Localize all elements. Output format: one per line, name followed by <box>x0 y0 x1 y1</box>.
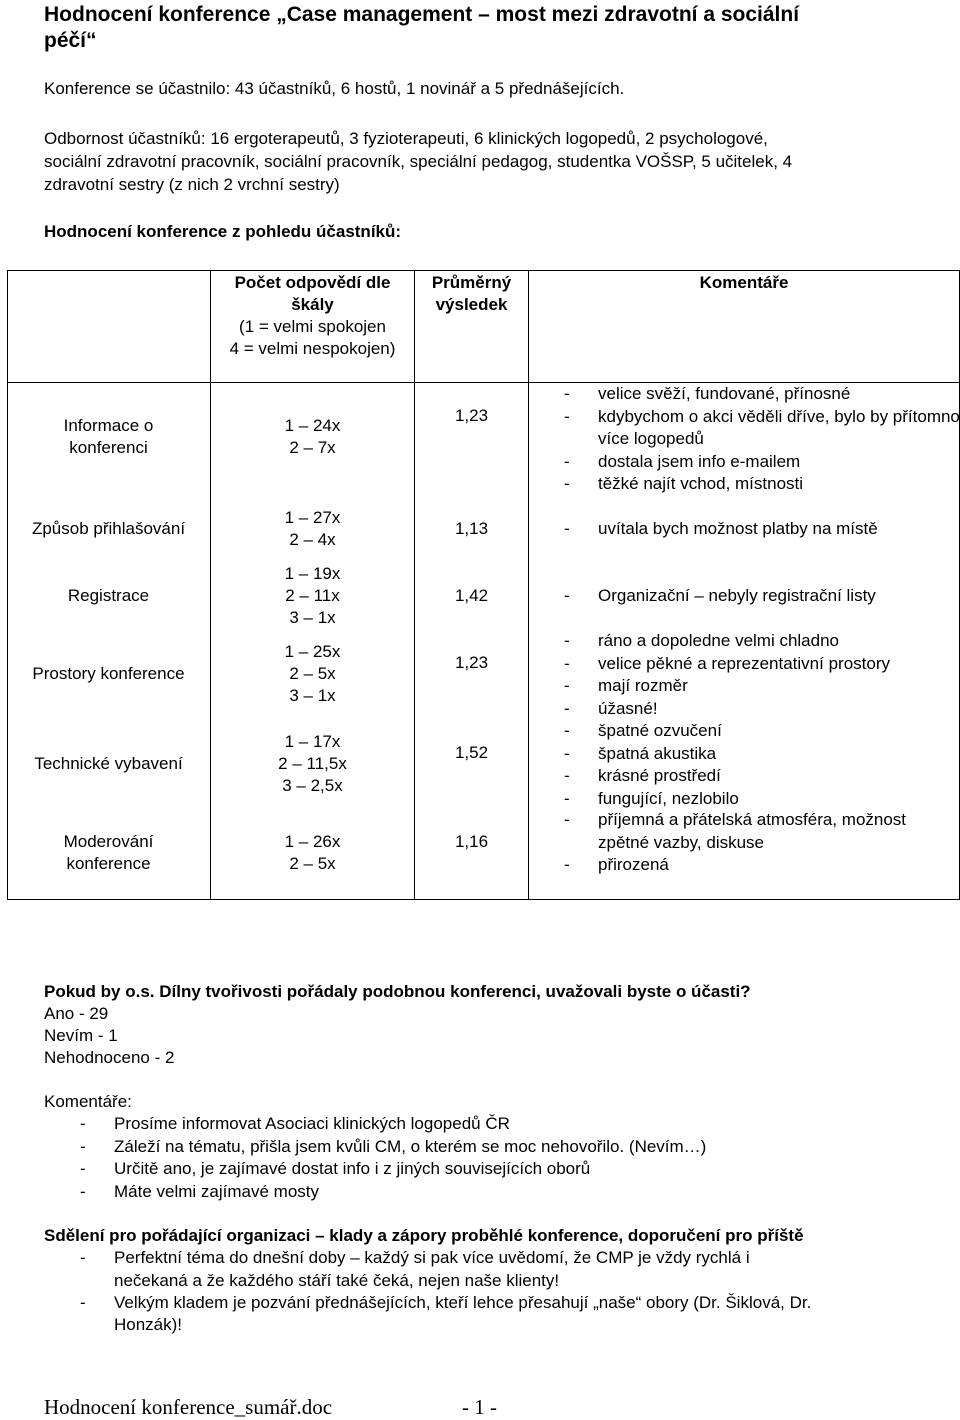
comment-item: - těžké najít vchod, místnosti <box>564 474 804 493</box>
page-title <box>44 2 924 54</box>
row-score-information <box>211 415 414 459</box>
score-line: 1 – 25x <box>284 642 341 661</box>
comment-text: mají rozměr <box>598 676 688 695</box>
score-line: 1 – 24x <box>284 416 341 435</box>
score-line: 1 – 17x <box>284 732 341 751</box>
comment-item: - špatné ozvučení <box>564 721 722 740</box>
row-label-text: Informace o <box>63 416 154 435</box>
footer-page-number: - 1 - <box>462 1395 497 1419</box>
score-line: 3 – 1x <box>289 686 336 705</box>
row-score-registration-method <box>211 507 414 551</box>
row-label-moderation <box>7 831 210 875</box>
header-text: výsledek <box>435 295 508 314</box>
row-score-venue <box>211 641 414 707</box>
row-label-text: Moderování <box>63 832 154 851</box>
score-line: 3 – 1x <box>289 608 336 627</box>
comment-text: dostala jsem info e-mailem <box>598 451 801 471</box>
header-text: (1 = velmi spokojen <box>239 317 386 336</box>
score-line: 1 – 19x <box>284 564 341 583</box>
row-label-information <box>7 415 210 459</box>
comment-item: - přirozená <box>564 855 669 874</box>
comment-item: - krásné prostředí <box>564 766 721 785</box>
comment-text: špatné ozvučení <box>598 721 722 740</box>
list-item: - Velkým kladem je pozvání přednášejících, kteří lehce přesahují „naše“ obory (Dr. Šiklová, Dr. <box>80 1293 812 1312</box>
header-text: 4 = velmi nespokojen) <box>229 339 396 358</box>
row-average-information: 1,23 <box>454 406 489 425</box>
comment-text: uvítala bych možnost platby na místě <box>598 519 878 538</box>
list-item-text: Záleží na tématu, přišla jsem kvůli CM, o kterém se moc nehovořilo. (Nevím…) <box>114 1136 707 1156</box>
section-heading-evaluation: Hodnocení konference z pohledu účastníků: <box>44 222 402 241</box>
row-comments-registration-method <box>560 518 960 541</box>
score-line: 1 – 26x <box>284 832 341 851</box>
list-item: - Máte velmi zajímavé mosty <box>80 1181 319 1201</box>
list-item-text: Určitě ano, je zajímavé dostat info i z jiných souvisejících oborů <box>114 1159 591 1178</box>
comment-text: krásné prostředí <box>598 766 721 785</box>
expertise-line-2: sociální zdravotní pracovník, sociální pracovník, speciální pedagog, studentka VOŠSP, 5 učitelek, 4 <box>44 152 793 171</box>
row-label-technical-equipment: Technické vybavení <box>34 754 183 773</box>
comment-text: velice pěkné a reprezentativní prostory <box>598 653 890 673</box>
score-line: 2 – 5x <box>289 854 336 873</box>
title-line-1: Hodnocení konference „Case management – most mezi zdravotní a sociální <box>44 3 800 26</box>
title-line-2: péčí“ <box>44 29 97 52</box>
header-score-count <box>211 272 414 360</box>
comment-item: - fungující, nezlobilo <box>564 788 739 808</box>
answer-dont-know: Nevím - 1 <box>44 1026 118 1045</box>
footer-filename: Hodnocení konference_sumář.doc <box>44 1395 333 1419</box>
row-label-registration-method: Způsob přihlašování <box>31 519 186 538</box>
list-item: - Záleží na tématu, přišla jsem kvůli CM, o kterém se moc nehovořilo. (Nevím…) <box>80 1136 707 1156</box>
row-average-registration: 1,42 <box>454 586 489 605</box>
attendance-line: Konference se účastnilo: 43 účastníků, 6 hostů, 1 novinář a 5 přednášejících. <box>44 79 625 98</box>
comment-text: zpětné vazby, diskuse <box>598 832 764 852</box>
list-item: - Prosíme informovat Asociaci klinických logopedů ČR <box>80 1114 510 1133</box>
list-item-text: Prosíme informovat Asociaci klinických logopedů ČR <box>114 1114 510 1133</box>
row-label-registration: Registrace <box>67 586 150 605</box>
comment-text: úžasné! <box>598 698 658 718</box>
header-text: škály <box>291 295 334 314</box>
row-average-moderation: 1,16 <box>454 832 489 851</box>
score-line: 2 – 11x <box>285 586 340 605</box>
score-line: 1 – 27x <box>284 508 341 527</box>
row-comments-technical-equipment <box>560 720 960 810</box>
list-item-text: nečekaná a že každého stáří také čeká, nejen naše klienty! <box>114 1270 560 1290</box>
row-comments-moderation <box>560 809 960 877</box>
header-comments: Komentáře <box>699 273 789 292</box>
row-score-registration <box>211 563 414 629</box>
comment-text: fungující, nezlobilo <box>598 788 739 808</box>
row-comments-registration <box>560 585 960 608</box>
comment-item <box>560 832 960 855</box>
row-label-text: konferenci <box>69 438 148 457</box>
question-comments-list <box>80 1113 706 1203</box>
comment-item: - mají rozměr <box>564 676 688 695</box>
comment-text: přirozená <box>598 855 669 874</box>
row-score-technical-equipment <box>211 731 414 797</box>
row-comments-information <box>560 383 960 496</box>
row-label-venue: Prostory konference <box>32 664 185 683</box>
row-average-venue: 1,23 <box>454 653 489 672</box>
list-item-text: Perfektní téma do dnešní doby – každý si pak více uvědomí, že CMP je vždy rychlá i <box>114 1248 750 1267</box>
row-score-moderation <box>211 831 414 875</box>
row-comments-venue <box>560 630 960 720</box>
comments-heading: Komentáře: <box>44 1092 132 1111</box>
comment-item: - ráno a dopoledne velmi chladno <box>564 631 840 650</box>
comment-item: - Organizační – nebyly registrační listy <box>564 586 876 605</box>
comment-item: - úžasné! <box>564 698 658 718</box>
comment-item: - uvítala bych možnost platby na místě <box>564 519 878 538</box>
row-average-technical-equipment: 1,52 <box>454 743 489 762</box>
evaluation-table <box>7 270 960 900</box>
header-text: Průměrný <box>431 273 512 292</box>
comment-text: ráno a dopoledne velmi chladno <box>598 631 840 650</box>
answer-yes: Ano - 29 <box>44 1004 109 1023</box>
table-border-top <box>7 270 960 271</box>
header-text: Počet odpovědí dle <box>234 273 391 292</box>
table-border-bottom <box>7 899 960 900</box>
score-line: 2 – 7x <box>289 438 336 457</box>
comment-item: - velice svěží, fundované, přínosné <box>564 384 851 403</box>
score-line: 2 – 4x <box>289 530 336 549</box>
comment-text: těžké najít vchod, místnosti <box>598 474 804 493</box>
score-line: 3 – 2,5x <box>282 776 343 795</box>
list-item: - Perfektní téma do dnešní doby – každý si pak více uvědomí, že CMP je vždy rychlá i <box>80 1248 750 1267</box>
comment-item: - špatná akustika <box>564 743 717 763</box>
score-line: 2 – 5x <box>289 664 336 683</box>
comment-item: - kdybychom o akci věděli dříve, bylo by přítomno více logopedů <box>564 406 960 448</box>
score-line: 2 – 11,5x <box>278 754 347 773</box>
list-item <box>80 1270 811 1293</box>
list-item-text: Velkým kladem je pozvání přednášejících, kteří lehce přesahují „naše“ obory (Dr. Šiklová, Dr. <box>114 1293 812 1312</box>
message-heading: Sdělení pro pořádající organizaci – klady a zápory proběhlé konference, doporučení pro příště <box>44 1226 804 1245</box>
expertise-line-1: Odbornost účastníků: 16 ergoterapeutů, 3 fyzioterapeuti, 6 klinických logopedů, 2 psychologové, <box>44 129 768 148</box>
comment-text: velice svěží, fundované, přínosné <box>598 384 851 403</box>
comment-item: - velice pěkné a reprezentativní prostory <box>564 653 890 673</box>
comment-text: příjemná a přátelská atmosféra, možnost <box>598 810 907 829</box>
row-label-text: konference <box>66 854 151 873</box>
comment-text: špatná akustika <box>598 743 717 763</box>
row-average-registration-method: 1,13 <box>454 519 489 538</box>
list-item-text: Máte velmi zajímavé mosty <box>114 1181 319 1201</box>
comment-item: - příjemná a přátelská atmosféra, možnost <box>564 810 907 829</box>
expertise-line-3: zdravotní sestry (z nich 2 vrchní sestry) <box>44 175 340 194</box>
comment-item: - dostala jsem info e-mailem <box>564 451 801 471</box>
comment-text: kdybychom o akci věděli dříve, bylo by přítomno více logopedů <box>598 406 960 448</box>
list-item: - Určitě ano, je zajímavé dostat info i z jiných souvisejících oborů <box>80 1159 591 1178</box>
message-item-continuation: Honzák)! <box>114 1315 183 1334</box>
question-heading: Pokud by o.s. Dílny tvořivosti pořádaly podobnou konferenci, uvažovali byste o účasti? <box>44 982 751 1001</box>
message-list <box>80 1247 811 1315</box>
answer-not-rated: Nehodnoceno - 2 <box>44 1048 175 1067</box>
header-average <box>415 272 528 316</box>
table-divider <box>528 270 529 900</box>
comment-text: Organizační – nebyly registrační listy <box>598 586 876 605</box>
